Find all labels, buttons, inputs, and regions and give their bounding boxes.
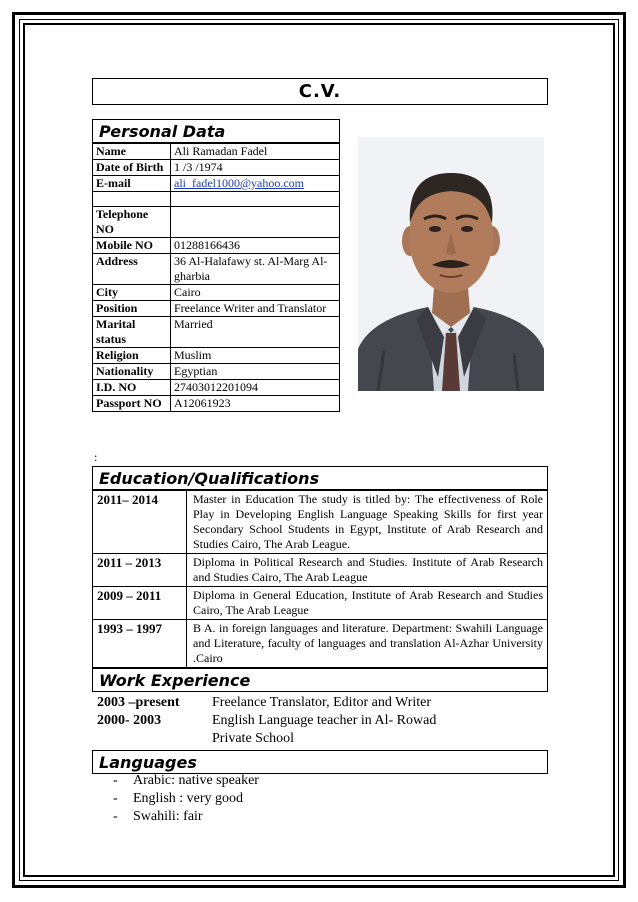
- table-row: [93, 554, 548, 587]
- table-row: [93, 144, 340, 160]
- row-value: Freelance Writer and Translator: [171, 301, 340, 317]
- table-row: [93, 238, 340, 254]
- table-row: [93, 491, 548, 554]
- row-label: [93, 192, 171, 207]
- education-description: B A. in foreign languages and literature. Department: Swahili Language and Literature, faculty of languages and translation Al-Azhar University .Cairo: [187, 620, 548, 668]
- email-link[interactable]: ali_fadel1000@yahoo.com: [174, 176, 305, 190]
- row-label: E-mail: [93, 176, 171, 192]
- row-label: I.D. NO: [93, 380, 171, 396]
- row-label: Religion: [93, 348, 171, 364]
- table-row: [93, 348, 340, 364]
- list-item: - Swahili: fair: [113, 808, 259, 826]
- table-row: [93, 380, 340, 396]
- row-label: Passport NO: [93, 396, 171, 412]
- table-row: [93, 587, 548, 620]
- row-label: Mobile NO: [93, 238, 171, 254]
- personal-data-heading: Personal Data: [92, 119, 340, 143]
- list-item: - English : very good: [113, 790, 259, 808]
- row-value: Married: [171, 317, 340, 348]
- stray-colon: :: [94, 450, 98, 464]
- row-value: Egyptian: [171, 364, 340, 380]
- table-row: [93, 207, 340, 238]
- portrait-illustration: [358, 137, 544, 391]
- table-row: [93, 254, 340, 285]
- row-label: Name: [93, 144, 171, 160]
- row-value: 1 /3 /1974: [171, 160, 340, 176]
- education-heading: Education/Qualifications: [92, 466, 548, 490]
- table-row: [93, 192, 340, 207]
- profile-photo: [358, 137, 544, 391]
- education-years: 2011 – 2013: [93, 554, 187, 587]
- table-row: [93, 396, 340, 412]
- education-description: Master in Education The study is titled by: The effectiveness of Role Play in Developing English Language Speaking Skills for first year Secondary School Students in Egypt, Institute of Arab Research and Studies Cairo, The Arab League.: [187, 491, 548, 554]
- education-years: 1993 – 1997: [93, 620, 187, 668]
- row-label: Nationality: [93, 364, 171, 380]
- work-description: English Language teacher in Al- Rowad: [212, 713, 437, 728]
- education-description: Diploma in General Education, Institute of Arab Research and Studies Cairo, The Arab League: [187, 587, 548, 620]
- table-row: [93, 176, 340, 192]
- row-label: Marital status: [93, 317, 171, 348]
- row-label: Address: [93, 254, 171, 285]
- row-value: Ali Ramadan Fadel: [171, 144, 340, 160]
- list-item: - Arabic: native speaker: [113, 772, 259, 790]
- work-experience-heading: Work Experience: [92, 668, 548, 692]
- row-label: Telephone NO: [93, 207, 171, 238]
- row-value: 36 Al-Halafawy st. Al-Marg Al-gharbia: [171, 254, 340, 285]
- row-value: Muslim: [171, 348, 340, 364]
- row-value: 27403012201094: [171, 380, 340, 396]
- languages-list: [113, 772, 259, 826]
- work-description: Freelance Translator, Editor and Writer: [212, 695, 432, 710]
- cv-title: C.V.: [92, 78, 548, 105]
- education-years: 2011– 2014: [93, 491, 187, 554]
- work-description: Private School: [212, 731, 295, 746]
- row-label: Position: [93, 301, 171, 317]
- table-row: [93, 620, 548, 668]
- row-value: A12061923: [171, 396, 340, 412]
- table-row: [93, 160, 340, 176]
- education-years: 2009 – 2011: [93, 587, 187, 620]
- row-value: [171, 192, 340, 207]
- row-label: City: [93, 285, 171, 301]
- work-years: 2000- 2003: [97, 713, 162, 728]
- personal-data-table: [92, 143, 340, 412]
- work-years: 2003 –present: [97, 695, 180, 710]
- table-row: [93, 301, 340, 317]
- languages-heading: Languages: [92, 750, 548, 774]
- row-label: Date of Birth: [93, 160, 171, 176]
- education-description: Diploma in Political Research and Studies. Institute of Arab Research and Studies Cairo, The Arab League: [187, 554, 548, 587]
- table-row: [93, 285, 340, 301]
- education-table: [92, 490, 548, 668]
- row-value: Cairo: [171, 285, 340, 301]
- row-value: [171, 176, 340, 192]
- table-row: [93, 317, 340, 348]
- table-row: [93, 364, 340, 380]
- row-value: 01288166436: [171, 238, 340, 254]
- row-value: [171, 207, 340, 238]
